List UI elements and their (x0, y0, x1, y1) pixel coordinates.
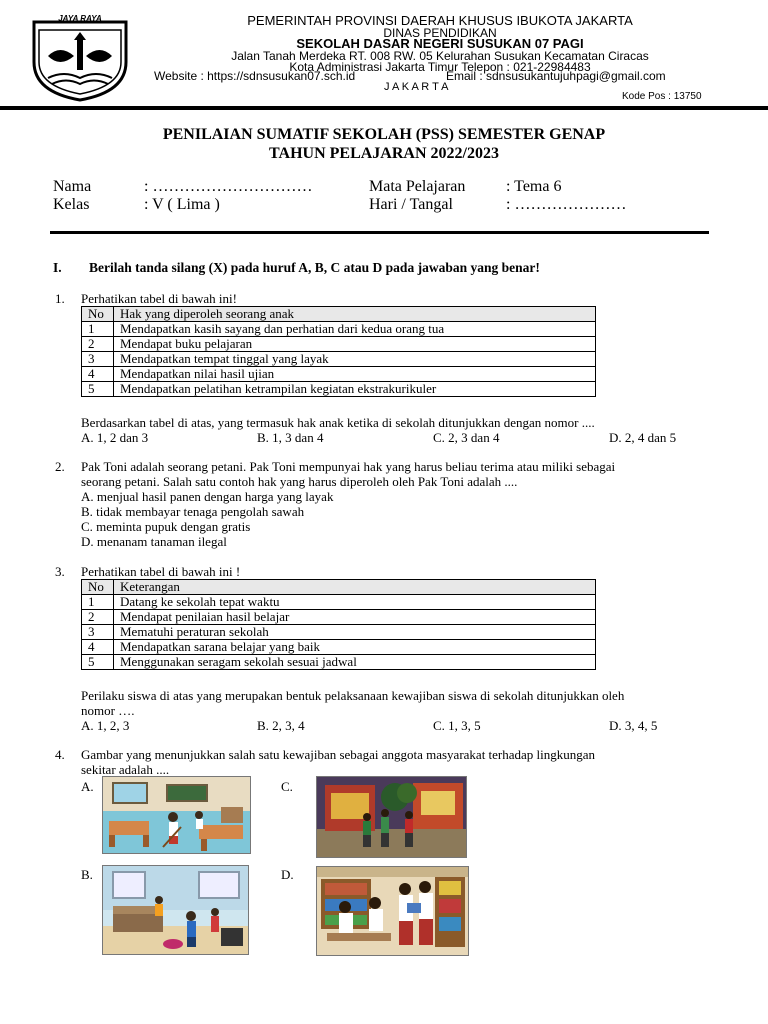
kop-website: Website : https://sdnsusukan07.sch.id (154, 69, 356, 83)
hari-label: Hari / Tangal (369, 196, 453, 213)
table-cell: Mendapatkan sarana belajar yang baik (114, 640, 596, 655)
q1-option-d[interactable]: D. 2, 4 dan 5 (609, 430, 677, 445)
q4-picture-c-street-scene[interactable] (316, 776, 467, 858)
table-row (82, 640, 596, 655)
kop-line-1: PEMERINTAH PROVINSI DAERAH KHUSUS IBUKOTA JAKARTA (247, 13, 633, 28)
table-cell: 4 (82, 367, 114, 382)
table-cell: Mendapatkan pelatihan ketrampilan kegiatan ekstrakurikuler (114, 382, 596, 397)
table-row (82, 625, 596, 640)
table-cell: 5 (82, 382, 114, 397)
table-cell: Mendapatkan tempat tinggal yang layak (114, 352, 596, 367)
q4-option-c-label[interactable]: C. (281, 779, 293, 794)
table-cell: 2 (82, 610, 114, 625)
q1-text: Perhatikan tabel di bawah ini! (81, 291, 237, 306)
header-divider (0, 106, 768, 110)
q4-number: 4. (55, 747, 65, 762)
kop-email: Email : sdnsusukantujuhpagi@gmail.com (446, 69, 666, 83)
q1-option-b[interactable]: B. 1, 3 dan 4 (257, 430, 324, 445)
q3-question-line1: Perilaku siswa di atas yang merupakan bentuk pelaksanaan kewajiban siswa di sekolah ditunjukkan oleh (81, 688, 625, 703)
table-header-row (82, 307, 596, 322)
table-cell: 3 (82, 352, 114, 367)
table-cell: Mendapatkan kasih sayang dan perhatian dari kedua orang tua (114, 322, 596, 337)
q3-text: Perhatikan tabel di bawah ini ! (81, 564, 241, 579)
table-cell: No (82, 307, 114, 322)
table-cell: 3 (82, 625, 114, 640)
q2-option-b[interactable]: B. tidak membayar tenaga pengolah sawah (81, 504, 305, 519)
q4-picture-a-classroom-cleaning[interactable] (102, 776, 251, 854)
table-row (82, 337, 596, 352)
table-row (82, 322, 596, 337)
table-cell: 2 (82, 337, 114, 352)
q3-option-a[interactable]: A. 1, 2, 3 (81, 718, 130, 733)
table-row (82, 610, 596, 625)
table-cell: Hak yang diperoleh seorang anak (114, 307, 596, 322)
nama-field[interactable]: : ………………………… (144, 178, 313, 195)
exam-year: TAHUN PELAJARAN 2022/2023 (269, 145, 499, 162)
kop-school-name: SEKOLAH DASAR NEGERI SUSUKAN 07 PAGI (296, 36, 584, 51)
table-cell: 5 (82, 655, 114, 670)
q4-option-b-label[interactable]: B. (81, 867, 93, 882)
q4-text-line1: Gambar yang menunjukkan salah satu kewajiban sebagai anggota masyarakat terhadap lingkungan (81, 747, 596, 762)
jaya-raya-logo (30, 16, 130, 102)
identity-divider (50, 231, 709, 234)
table-cell: Mendapat buku pelajaran (114, 337, 596, 352)
section-instruction: Berilah tanda silang (X) pada huruf A, B, C atau D pada jawaban yang benar! (89, 260, 540, 275)
q1-option-a[interactable]: A. 1, 2 dan 3 (81, 430, 149, 445)
q2-option-a[interactable]: A. menjual hasil panen dengan harga yang layak (81, 489, 334, 504)
kelas-value: : V ( Lima ) (144, 196, 220, 213)
table-row (82, 352, 596, 367)
table-row (82, 595, 596, 610)
table-cell: Mendapatkan nilai hasil ujian (114, 367, 596, 382)
q3-table (81, 579, 596, 670)
table-cell: Keterangan (114, 580, 596, 595)
q2-text-line2: seorang petani. Salah satu contoh hak yang harus diperoleh oleh Pak Toni adalah .... (81, 474, 518, 489)
table-cell: 4 (82, 640, 114, 655)
q4-text-line2: sekitar adalah .... (81, 762, 170, 777)
q1-option-c[interactable]: C. 2, 3 dan 4 (433, 430, 500, 445)
table-cell: Mendapat penilaian hasil belajar (114, 610, 596, 625)
table-cell: Datang ke sekolah tepat waktu (114, 595, 596, 610)
table-cell: 1 (82, 322, 114, 337)
kop-line-2: DINAS PENDIDIKAN (383, 26, 497, 40)
table-cell: 1 (82, 595, 114, 610)
table-row (82, 367, 596, 382)
table-row (82, 655, 596, 670)
q1-table (81, 306, 596, 397)
q1-question: Berdasarkan tabel di atas, yang termasuk hak anak ketika di sekolah ditunjukkan dengan nomor .... (81, 415, 595, 430)
q1-number: 1. (55, 291, 65, 306)
kop-postal-code: Kode Pos : 13750 (622, 91, 702, 102)
table-cell: Menggunakan seragam sekolah sesuai jadwal (114, 655, 596, 670)
nama-label: Nama (53, 178, 92, 195)
table-row (82, 382, 596, 397)
hari-field[interactable]: : ………………… (506, 196, 627, 213)
logo-text: JAYA RAYA (58, 14, 102, 23)
q3-option-b[interactable]: B. 2, 3, 4 (257, 718, 305, 733)
kop-city: J A K A R T A (384, 81, 449, 93)
mapel-value: : Tema 6 (506, 178, 562, 195)
q4-picture-b-home-cleaning[interactable] (102, 865, 249, 955)
q2-number: 2. (55, 459, 65, 474)
table-cell: No (82, 580, 114, 595)
kelas-label: Kelas (53, 196, 90, 213)
table-cell: Mematuhi peraturan sekolah (114, 625, 596, 640)
kop-city-phone: Kota Administrasi Jakarta Timur Telepon : 021-22984483 (289, 60, 591, 74)
q4-picture-d-library-reading[interactable] (316, 866, 469, 956)
section-number: I. (53, 260, 62, 275)
q3-option-c[interactable]: C. 1, 3, 5 (433, 718, 481, 733)
q3-question-line2: nomor …. (81, 703, 135, 718)
q2-text-line1: Pak Toni adalah seorang petani. Pak Toni mempunyai hak yang harus beliau terima atau miliki sebagai (81, 459, 616, 474)
q4-option-d-label[interactable]: D. (281, 867, 294, 882)
q3-number: 3. (55, 564, 65, 579)
mapel-label: Mata Pelajaran (369, 178, 466, 195)
q2-option-d[interactable]: D. menanam tanaman ilegal (81, 534, 227, 549)
q4-option-a-label[interactable]: A. (81, 779, 94, 794)
q2-option-c[interactable]: C. meminta pupuk dengan gratis (81, 519, 251, 534)
kop-address: Jalan Tanah Merdeka RT. 008 RW. 05 Kelurahan Susukan Kecamatan Ciracas (231, 49, 649, 63)
table-header-row (82, 580, 596, 595)
exam-title: PENILAIAN SUMATIF SEKOLAH (PSS) SEMESTER GENAP (162, 126, 606, 143)
q3-option-d[interactable]: D. 3, 4, 5 (609, 718, 658, 733)
